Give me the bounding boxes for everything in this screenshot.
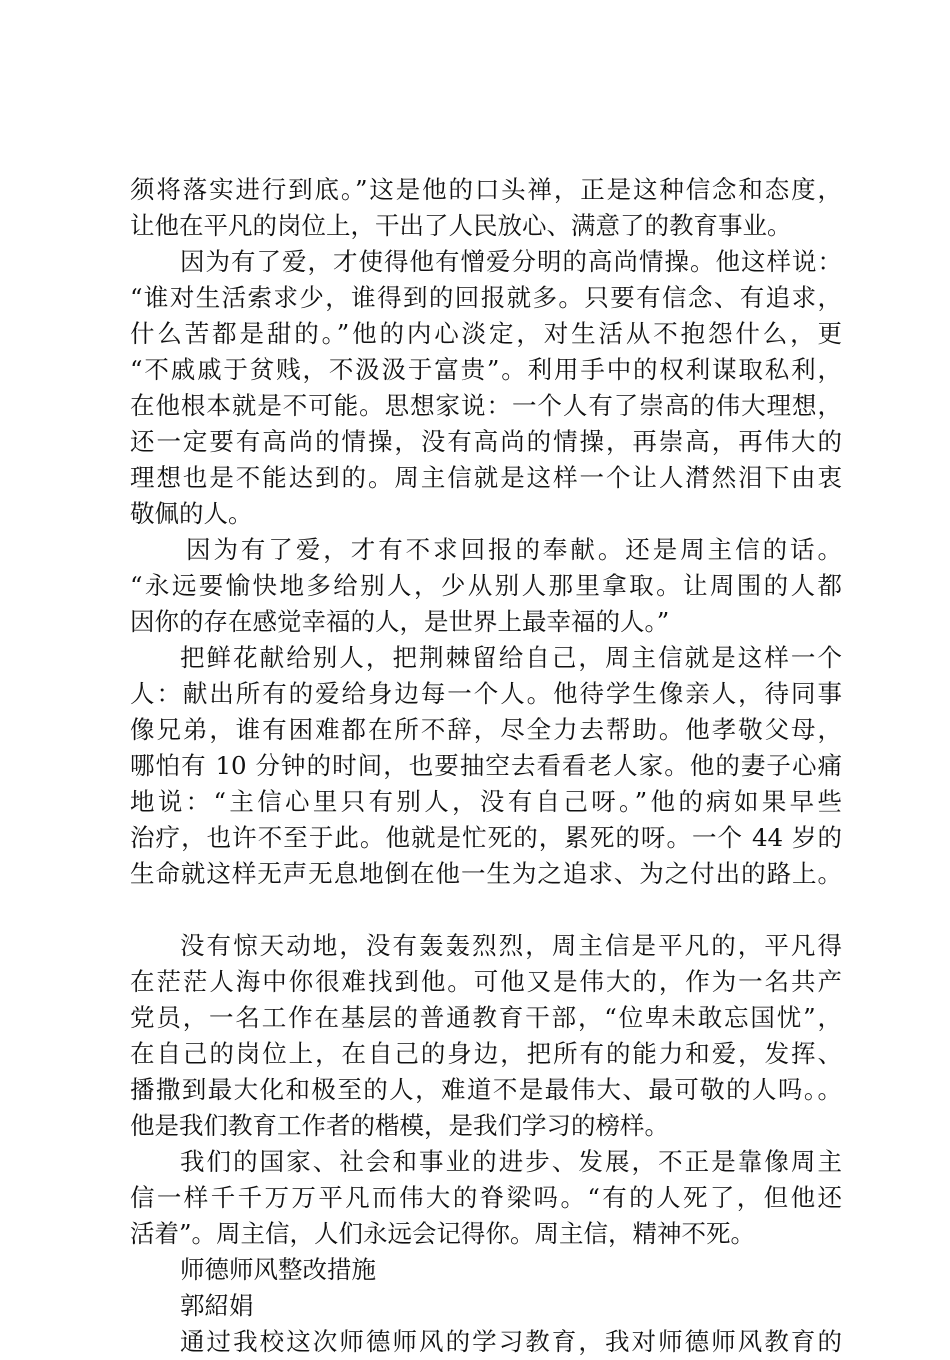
text-line: 他是我们教育工作者的楷模，是我们学习的榜样。 (130, 1111, 669, 1140)
text-line: 哪怕有 10 分钟的时间，也要抽空去看看老人家。他的妻子心痛 (130, 751, 842, 780)
paragraph-4 (130, 640, 842, 892)
text-line: 没有惊天动地，没有轰轰烈烈，周主信是平凡的，平凡得 (180, 931, 842, 960)
text-line: 在茫茫人海中你很难找到他。可他又是伟大的，作为一名共产 (130, 967, 842, 996)
text-line: 通过我校这次师德师风的学习教育，我对师德师风教育的 (180, 1327, 842, 1356)
paragraph-1 (130, 172, 842, 244)
text-line: 让他在平凡的岗位上，干出了人民放心、满意了的教育事业。 (130, 211, 792, 240)
text-line: 须将落实进行到底。”这是他的口头禅，正是这种信念和态度， (130, 175, 842, 204)
text-line: 生命就这样无声无息地倒在他一生为之追求、为之付出的路上。 (130, 859, 842, 888)
text-line: 像兄弟，谁有困难都在所不辞，尽全力去帮助。他孝敬父母， (130, 715, 842, 744)
text-line: 理想也是不能达到的。周主信就是这样一个让人潸然泪下由衷 (130, 463, 842, 492)
text-line: 什么苦都是甜的。”他的内心淡定，对生活从不抱怨什么，更 (130, 319, 842, 348)
text-line: 因为有了爱，才有不求回报的奉献。还是周主信的话。 (186, 535, 842, 564)
paragraph-2 (130, 244, 842, 532)
text-line: 在自己的岗位上，在自己的身边，把所有的能力和爱，发挥、 (130, 1039, 842, 1068)
text-line: 把鲜花献给别人，把荆棘留给自己，周主信就是这样一个 (180, 643, 842, 672)
paragraph-5 (130, 928, 842, 1144)
text-line: “不戚戚于贫贱，不汲汲于富贵”。利用手中的权利谋取私利， (130, 355, 842, 384)
text-line: 信一样千千万万平凡而伟大的脊梁吗。“有的人死了，但他还 (130, 1183, 842, 1212)
text-line: 治疗，也许不至于此。他就是忙死的，累死的呀。一个 44 岁的 (130, 823, 842, 852)
paragraph-7 (130, 1324, 842, 1360)
text-line: 我们的国家、社会和事业的进步、发展，不正是靠像周主 (180, 1147, 842, 1176)
text-line: 活着”。周主信，人们永远会记得你。周主信，精神不死。 (130, 1219, 756, 1248)
text-line: 播撒到最大化和极至的人，难道不是最伟大、最可敬的人吗。。 (130, 1075, 842, 1104)
text-line: “谁对生活索求少，谁得到的回报就多。只要有信念、有追求， (130, 283, 842, 312)
text-line: 因你的存在感觉幸福的人，是世界上最幸福的人。” (130, 607, 670, 636)
section-heading: 师德师风整改措施 (180, 1255, 376, 1284)
text-line: 党员，一名工作在基层的普通教育干部，“位卑未敢忘国忧”， (130, 1003, 842, 1032)
paragraph-6 (130, 1144, 842, 1252)
author-name: 郭紹娟 (180, 1291, 254, 1320)
paragraph-3 (130, 532, 842, 640)
text-line: 还一定要有高尚的情操，没有高尚的情操，再崇高，再伟大的 (130, 427, 842, 456)
document-page (130, 172, 842, 1360)
text-line: 因为有了爱，才使得他有憎爱分明的高尚情操。他这样说： (180, 247, 842, 276)
blank-line (130, 892, 842, 928)
text-line: 敬佩的人。 (130, 499, 253, 528)
text-line: 人：献出所有的爱给身边每一个人。他待学生像亲人，待同事 (130, 679, 842, 708)
text-line: “永远要愉快地多给别人，少从别人那里拿取。让周围的人都 (130, 571, 842, 600)
text-line: 地说：“主信心里只有别人，没有自己呀。”他的病如果早些 (130, 787, 842, 816)
text-line: 在他根本就是不可能。思想家说：一个人有了崇高的伟大理想， (130, 391, 842, 420)
